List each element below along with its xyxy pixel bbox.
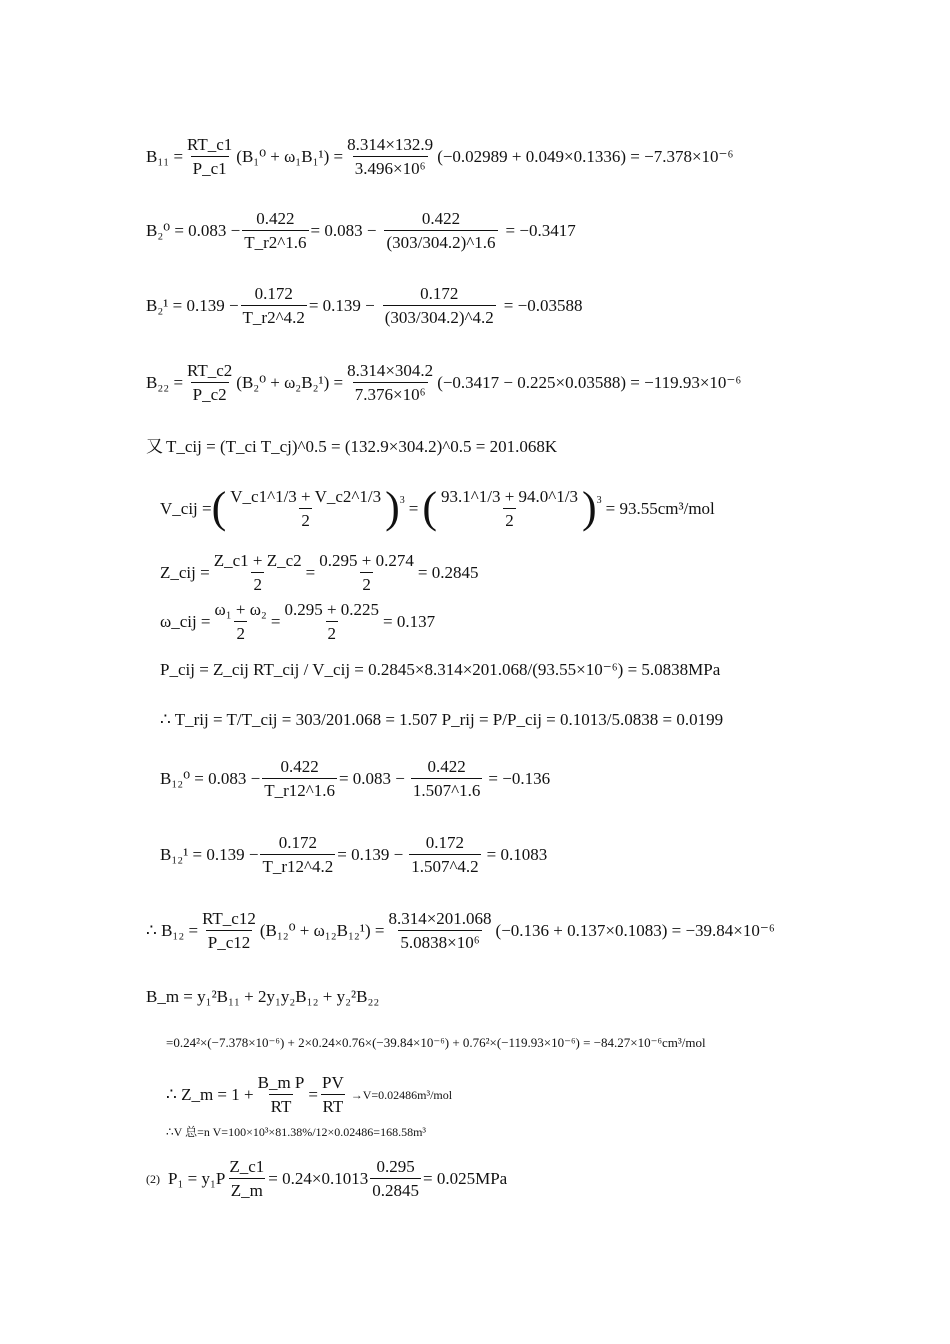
fraction: $\frac{0.422}{T\_r2\^{}1.6}$ — [244, 209, 307, 252]
eq-lhs: B₂₂ = — [146, 373, 184, 392]
fraction: $\frac{8.314\times 132.9}{\text{3.496×10⁶}}$ — [347, 135, 434, 178]
eq-mid: = 0.139 − — [308, 296, 375, 315]
eq-mid: = 0.083 − — [338, 769, 405, 788]
equation-p1 — [146, 1158, 507, 1199]
paren-open: ( — [422, 483, 437, 533]
eq-lhs: ∴ B₁₂ = — [146, 921, 199, 940]
eq-rhs: = 0.025MPa — [422, 1169, 508, 1188]
equation-zcij — [160, 552, 478, 593]
equation-tcij — [146, 438, 557, 455]
eq-lhs: B₁₂¹ = 0.139 − — [160, 845, 259, 864]
fraction: $\frac{0.172}{1.507\^{}4.2}$ — [411, 833, 479, 876]
eq-lhs: P₁ = y₁P — [168, 1169, 226, 1188]
fraction: $\frac{0.295 + 0.274}{2}$ — [319, 551, 414, 594]
eq-mid: = — [408, 499, 419, 518]
equation-trij — [160, 711, 723, 728]
fraction: $\frac{RT\_c12}{P\_c12}$ — [202, 909, 256, 952]
eq-rhs: = 0.137 — [383, 612, 436, 631]
eq-lhs: ∴ Z_m = 1 + — [166, 1085, 254, 1104]
eq-rhs: →V=0.02486m³/mol — [350, 1087, 453, 1102]
eq-lhs: B₁₂⁰ = 0.083 − — [160, 769, 261, 788]
eq-mid: = 0.083 − — [310, 221, 377, 240]
paren-close: ) — [582, 483, 597, 533]
equation-zm — [166, 1074, 452, 1115]
eq-text: ∴ T_rij = T/T_cij = 303/201.068 = 1.507 P_rij = P/P_cij = 0.1013/5.0838 = 0.0199 — [160, 710, 724, 729]
eq-rhs: = −0.136 — [488, 769, 551, 788]
equation-b2-0 — [146, 210, 576, 251]
eq-lhs: B₁₁ = — [146, 147, 184, 166]
fraction: $\frac{8.314\times 304.2}{\text{7.376×10⁶}}$ — [347, 361, 434, 404]
eq-mid: = — [308, 1085, 318, 1104]
eq-rhs: = −0.3417 — [505, 221, 576, 240]
fraction: $\frac{0.295}{0.2845}$ — [372, 1157, 419, 1200]
equation-b22 — [146, 362, 741, 403]
eq-rhs: = 0.2845 — [417, 563, 479, 582]
equation-bm — [146, 988, 379, 1005]
eq-lhs: B₂⁰ = 0.083 − — [146, 221, 241, 240]
fraction: $\frac{0.172}{(303/304.2)\^{}4.2}$ — [384, 284, 494, 327]
fraction: $\frac{\text{B\_m P}}{RT}$ — [257, 1073, 305, 1116]
eq-rhs: (−0.3417 − 0.225×0.03588) = −119.93×10⁻⁶ — [437, 373, 742, 392]
fraction: $\frac{PV}{RT}$ — [321, 1073, 344, 1116]
eq-mid: = 0.139 − — [337, 845, 404, 864]
part-label: (2) — [146, 1171, 160, 1186]
equation-b12 — [146, 910, 775, 951]
equation-vcij — [160, 483, 715, 533]
eq-lhs: ω_cij = — [160, 612, 211, 631]
eq-lhs: Z_cij = — [160, 563, 210, 582]
eq-rhs: = 93.55cm³/mol — [605, 499, 715, 518]
fraction: $\frac{RT\_c1}{P\_c1}$ — [187, 135, 233, 178]
fraction: V_c1^1/3 + V_c2^1/3 2 — [230, 487, 382, 530]
equation-pcij — [160, 661, 720, 678]
exponent: 3 — [399, 494, 405, 506]
fraction: 93.1^1/3 + 94.0^1/3 2 — [441, 487, 578, 530]
eq-mid: = — [305, 563, 316, 582]
eq-text: ∴V 总=n V=100×10³×81.38%/12×0.02486=168.58m³ — [166, 1125, 426, 1139]
eq-rhs: = −0.03588 — [503, 296, 583, 315]
eq-mid: = — [270, 612, 281, 631]
eq-paren: (B₂⁰ + ω₂B₂¹) = — [236, 373, 344, 392]
fraction: $\frac{0.422}{T\_r12\^{}1.6}$ — [264, 757, 335, 800]
eq-rhs: = 0.1083 — [486, 845, 548, 864]
fraction: $\frac{0.172}{T\_r2\^{}4.2}$ — [242, 284, 305, 327]
equation-b12-1 — [160, 834, 547, 875]
equation-b11 — [146, 136, 733, 177]
eq-text: P_cij = Z_cij RT_cij / V_cij = 0.2845×8.314×201.068/(93.55×10⁻⁶) = 5.0838MPa — [160, 660, 721, 679]
equation-omega-cij — [160, 601, 435, 642]
exponent: 3 — [596, 494, 602, 506]
eq-rhs: (−0.136 + 0.137×0.1083) = −39.84×10⁻⁶ — [495, 921, 775, 940]
equation-b2-1 — [146, 285, 582, 326]
paren-open: ( — [211, 483, 227, 533]
eq-paren: (B₁⁰ + ω₁B₁¹) = — [236, 147, 344, 166]
eq-text: =0.24²×(−7.378×10⁻⁶) + 2×0.24×0.76×(−39.84×10⁻⁶) + 0.76²×(−119.93×10⁻⁶) = −84.27×10⁻⁶cm³/mol — [166, 1035, 706, 1050]
fraction: $\frac{0.172}{T\_r12\^{}4.2}$ — [262, 833, 334, 876]
paren-close: ) — [385, 483, 400, 533]
eq-lhs: V_cij = — [160, 499, 212, 518]
fraction: $\frac{Z\_c1}{Z\_m}$ — [229, 1157, 265, 1200]
eq-text: B_m = y₁²B₁₁ + 2y₁y₂B₁₂ + y₂²B₂₂ — [146, 987, 380, 1006]
equation-bm-value — [166, 1036, 706, 1049]
eq-prefix: 又 — [146, 437, 163, 456]
eq-paren: (B₁₂⁰ + ω₁₂B₁₂¹) = — [259, 921, 385, 940]
fraction: $\frac{Z\_c1 + Z\_c2}{2}$ — [213, 551, 302, 594]
eq-lhs: B₂¹ = 0.139 − — [146, 296, 239, 315]
equation-v-total — [166, 1126, 426, 1138]
eq-rhs: (−0.02989 + 0.049×0.1336) = −7.378×10⁻⁶ — [437, 147, 734, 166]
fraction: $\frac{0.422}{(303/304.2)\^{}1.6}$ — [386, 209, 496, 252]
fraction: $\frac{\text{ω₁ + ω₂}}{2}$ — [214, 600, 267, 643]
eq-text: T_cij = (T_ci T_cj)^0.5 = (132.9×304.2)^0.5 = 201.068K — [166, 437, 558, 456]
fraction: $\frac{0.422}{1.507\^{}1.6}$ — [412, 757, 481, 800]
eq-mid: = 0.24×0.1013 — [268, 1169, 369, 1188]
fraction: $\frac{RT\_c2}{P\_c2}$ — [187, 361, 233, 404]
fraction: $\frac{8.314\times 201.068}{\text{5.0838×10⁶}}$ — [388, 909, 492, 952]
fraction: $\frac{0.295 + 0.225}{2}$ — [284, 600, 380, 643]
equation-b12-0 — [160, 758, 550, 799]
